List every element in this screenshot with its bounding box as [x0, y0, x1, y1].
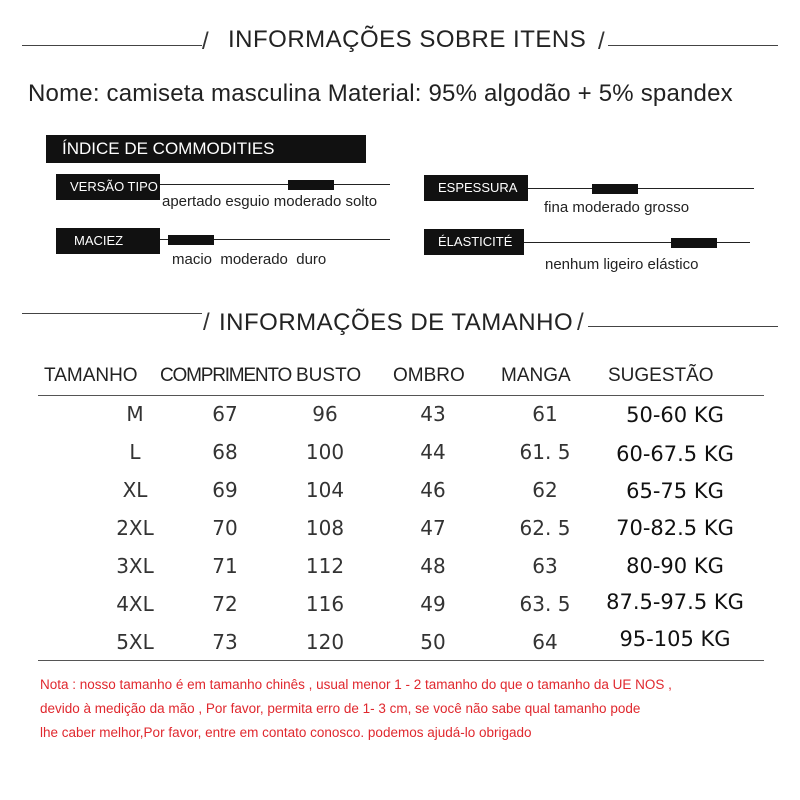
size-header-slash-right: /	[577, 309, 584, 336]
attr-scale-softness: macio moderado duro	[172, 251, 327, 268]
table-top-line	[38, 395, 764, 396]
cell-sleeve: 64	[532, 630, 558, 654]
attr-marker-elasticity	[671, 238, 717, 248]
header-slash-left: /	[202, 28, 209, 55]
cell-size: L	[129, 440, 141, 464]
cell-bust: 100	[305, 440, 345, 464]
cell-size: 3XL	[116, 554, 154, 578]
cell-length: 69	[212, 478, 238, 502]
cell-shoulder: 47	[420, 516, 446, 540]
size-header-slash-left: /	[203, 309, 210, 336]
cell-bust: 116	[305, 592, 345, 616]
header-slash-right: /	[598, 28, 605, 55]
product-name-material: Nome: camiseta masculina Material: 95% algodão + 5% spandex	[28, 80, 733, 107]
cell-size: 2XL	[116, 516, 154, 540]
attr-label-softness: MACIEZ	[56, 228, 160, 254]
cell-suggestion: 95-105 KG	[619, 627, 731, 651]
cell-sleeve: 62. 5	[519, 516, 571, 540]
attr-scale-elasticity: nenhum ligeiro elástico	[545, 256, 699, 273]
cell-suggestion: 87.5-97.5 KG	[606, 590, 744, 614]
attr-track-version-type	[160, 184, 390, 185]
size-info-title: INFORMAÇÕES DE TAMANHO	[219, 309, 574, 336]
table-bottom-line	[38, 660, 764, 661]
cell-length: 67	[212, 402, 238, 426]
cell-shoulder: 44	[420, 440, 446, 464]
cell-sleeve: 61	[532, 402, 558, 426]
attr-label-version-type: VERSÃO TIPO	[56, 174, 160, 200]
cell-shoulder: 43	[420, 402, 446, 426]
cell-length: 71	[212, 554, 238, 578]
th-shoulder: OMBRO	[393, 365, 465, 386]
attr-scale-version-type: apertado esguio moderado solto	[162, 193, 378, 210]
cell-suggestion: 70-82.5 KG	[616, 516, 734, 540]
cell-size: M	[126, 402, 144, 426]
cell-length: 73	[212, 630, 238, 654]
th-suggestion: SUGESTÃO	[608, 365, 714, 386]
cell-size: 4XL	[116, 592, 154, 616]
item-info-title: INFORMAÇÕES SOBRE ITENS	[228, 26, 587, 53]
cell-length: 70	[212, 516, 238, 540]
cell-bust: 120	[305, 630, 345, 654]
th-size: TAMANHO	[44, 365, 138, 386]
cell-suggestion: 60-67.5 KG	[616, 442, 734, 466]
note-line-2: devido à medição da mão , Por favor, permita erro de 1- 3 cm, se você não sabe qual tamanho pode	[40, 701, 641, 716]
cell-length: 68	[212, 440, 238, 464]
attr-marker-version-type	[288, 180, 334, 190]
cell-size: XL	[122, 478, 148, 502]
cell-bust: 104	[305, 478, 345, 502]
cell-bust: 112	[305, 554, 345, 578]
cell-shoulder: 49	[420, 592, 446, 616]
th-sleeve: MANGA	[501, 365, 571, 386]
cell-sleeve: 61. 5	[519, 440, 571, 464]
commodity-index-title: ÍNDICE DE COMMODITIES	[62, 139, 275, 158]
th-length: COMPRIMENTO	[160, 365, 292, 386]
cell-shoulder: 50	[420, 630, 446, 654]
cell-sleeve: 63	[532, 554, 558, 578]
cell-size: 5XL	[116, 630, 154, 654]
attr-label-thickness: ESPESSURA	[424, 175, 528, 201]
attr-marker-softness	[168, 235, 214, 245]
cell-suggestion: 50-60 KG	[626, 403, 724, 427]
cell-suggestion: 65-75 KG	[626, 479, 724, 503]
cell-suggestion: 80-90 KG	[626, 554, 724, 578]
note-line-3: lhe caber melhor,Por favor, entre em contato conosco. podemos ajudá-lo obrigado	[40, 725, 532, 740]
cell-shoulder: 48	[420, 554, 446, 578]
attr-label-elasticity: ÉLASTICITÉ	[424, 229, 524, 255]
cell-shoulder: 46	[420, 478, 446, 502]
th-bust: BUSTO	[296, 365, 362, 386]
cell-bust: 96	[312, 402, 338, 426]
attr-track-thickness	[528, 188, 754, 189]
cell-length: 72	[212, 592, 238, 616]
header-rule-right	[608, 45, 778, 46]
header-rule-left	[22, 45, 202, 46]
size-header-rule-right	[588, 326, 778, 327]
note-line-1: Nota : nosso tamanho é em tamanho chinês , usual menor 1 - 2 tamanho do que o tamanho da UE NOS ,	[40, 677, 672, 692]
cell-sleeve: 63. 5	[519, 592, 571, 616]
cell-sleeve: 62	[532, 478, 558, 502]
attr-scale-thickness: fina moderado grosso	[544, 199, 690, 216]
cell-bust: 108	[305, 516, 345, 540]
attr-marker-thickness	[592, 184, 638, 194]
size-header-rule-left	[22, 313, 202, 314]
